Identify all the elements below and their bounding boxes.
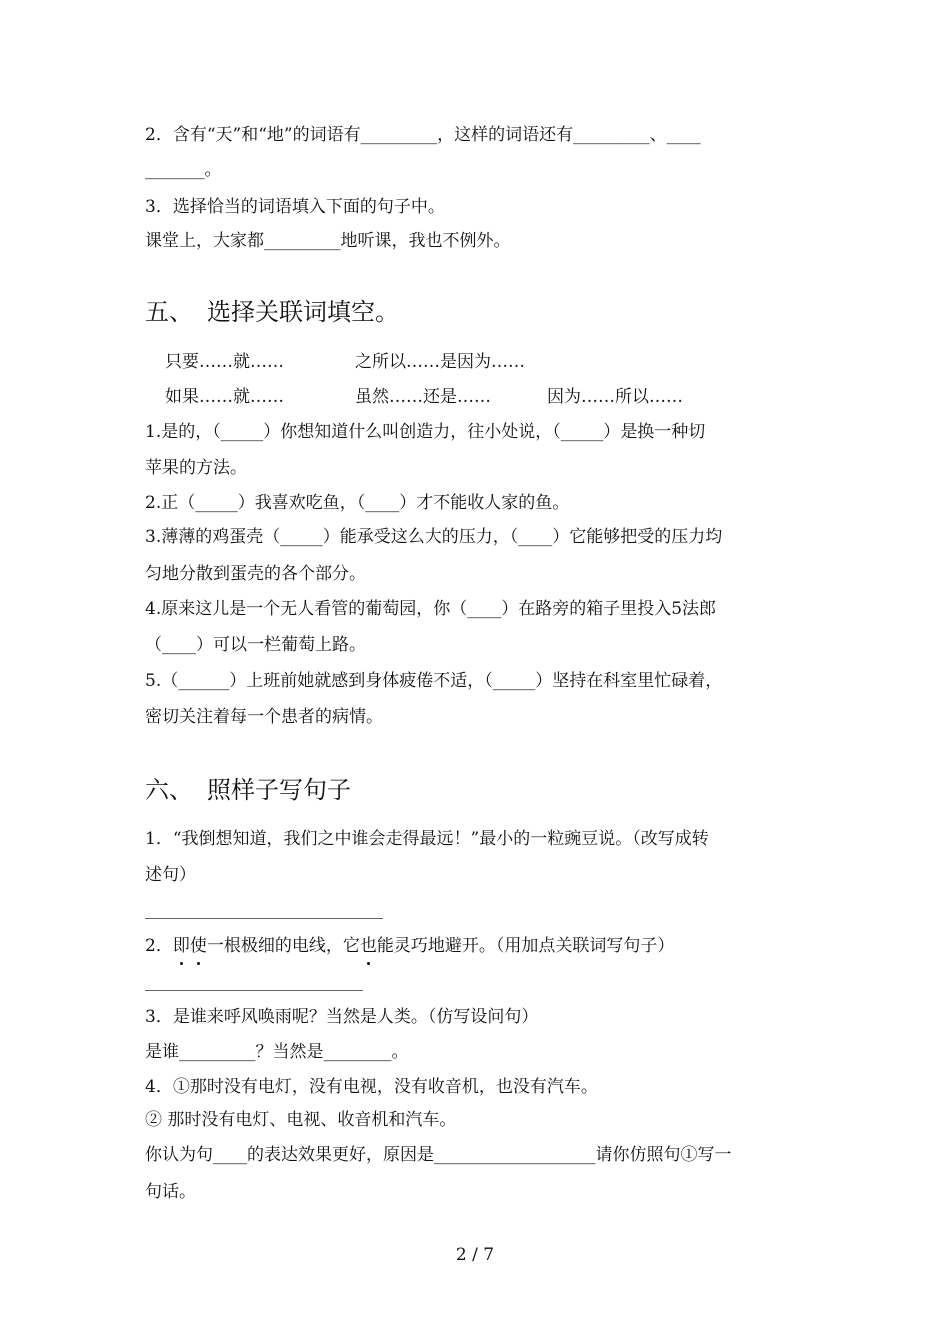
s6-q1-line-1: 1．“我倒想知道，我们之中谁会走得最远！”最小的一粒豌豆说。（改写成转 (145, 829, 709, 849)
emphasis-char: 使 (189, 936, 207, 956)
section-5-heading (145, 297, 399, 327)
option-3: 如果……就…… (165, 387, 284, 407)
s5-line: 2.正（_____）我喜欢吃鱼，（____）才不能收人家的鱼。 (145, 493, 570, 513)
q2-line-2: _______。 (145, 160, 222, 180)
s5-line: 密切关注着每一个患者的病情。 (145, 707, 383, 727)
emphasis-char: 即 (172, 936, 190, 956)
s6-q4-line-4: 句话。 (145, 1182, 196, 1202)
s6-q4-line-1: 4．①那时没有电灯，没有电视，没有收音机，也没有汽车。 (145, 1077, 598, 1097)
s6-q2-mid: 一根极细的电线，它 (206, 936, 360, 956)
s6-q3-line-1: 3．是谁来呼风唤雨呢？当然是人类。（仿写设问句） (145, 1007, 539, 1027)
option-2: 之所以……是因为…… (355, 352, 525, 372)
option-4: 虽然……还是…… (355, 387, 491, 407)
answer-line (145, 990, 363, 991)
section-5-number: 五、 (145, 298, 193, 326)
section-6-number: 六、 (145, 776, 193, 804)
option-5: 因为……所以…… (547, 387, 683, 407)
s6-q2-rest: 能灵巧地避开。（用加点关联词写句子） (376, 936, 675, 956)
section-6-heading (145, 775, 351, 805)
s6-q1-line-2: 述句） (145, 865, 196, 885)
s5-line: （____）可以一栏葡萄上路。 (145, 635, 366, 655)
s6-q2-prefix: 2． (145, 936, 173, 956)
s5-line: 苹果的方法。 (145, 458, 247, 478)
s6-q4-line-2: ② 那时没有电灯、电视、收音机和汽车。 (145, 1110, 457, 1130)
option-1: 只要……就…… (165, 352, 284, 372)
s5-line: 匀地分散到蛋壳的各个部分。 (145, 564, 366, 584)
s5-line: 4.原来这儿是一个无人看管的葡萄园，你（____）在路旁的箱子里投入5法郎 (145, 599, 717, 619)
emphasis-char: 也 (359, 936, 377, 956)
answer-line (145, 918, 383, 919)
q3-sentence: 课堂上，大家都_________地听课，我也不例外。 (145, 231, 511, 251)
q3-instruction: 3．选择恰当的词语填入下面的句子中。 (145, 197, 445, 217)
q2-line-1: 2．含有“天”和“地”的词语有_________，这样的词语还有_________、____ (145, 125, 701, 145)
section-6-title: 照样子写句子 (207, 776, 351, 804)
s6-q4-line-3: 你认为句____的表达效果更好，原因是___________________请你仿照句①写一 (145, 1145, 732, 1165)
s6-q3-line-2: 是谁_________？当然是________。 (145, 1042, 409, 1062)
s5-line: 1.是的，（_____）你想知道什么叫创造力，往小处说，（_____）是换一种切 (145, 422, 706, 442)
page-number: 2 / 7 (455, 1245, 495, 1265)
s5-line: 5.（______）上班前她就感到身体疲倦不适，（_____）坚持在科室里忙碌着， (145, 671, 723, 691)
s5-line: 3.薄薄的鸡蛋壳（_____）能承受这么大的压力，（____）它能够把受的压力均 (145, 527, 723, 547)
section-5-title: 选择关联词填空。 (207, 298, 399, 326)
s6-q2-line (145, 934, 674, 958)
